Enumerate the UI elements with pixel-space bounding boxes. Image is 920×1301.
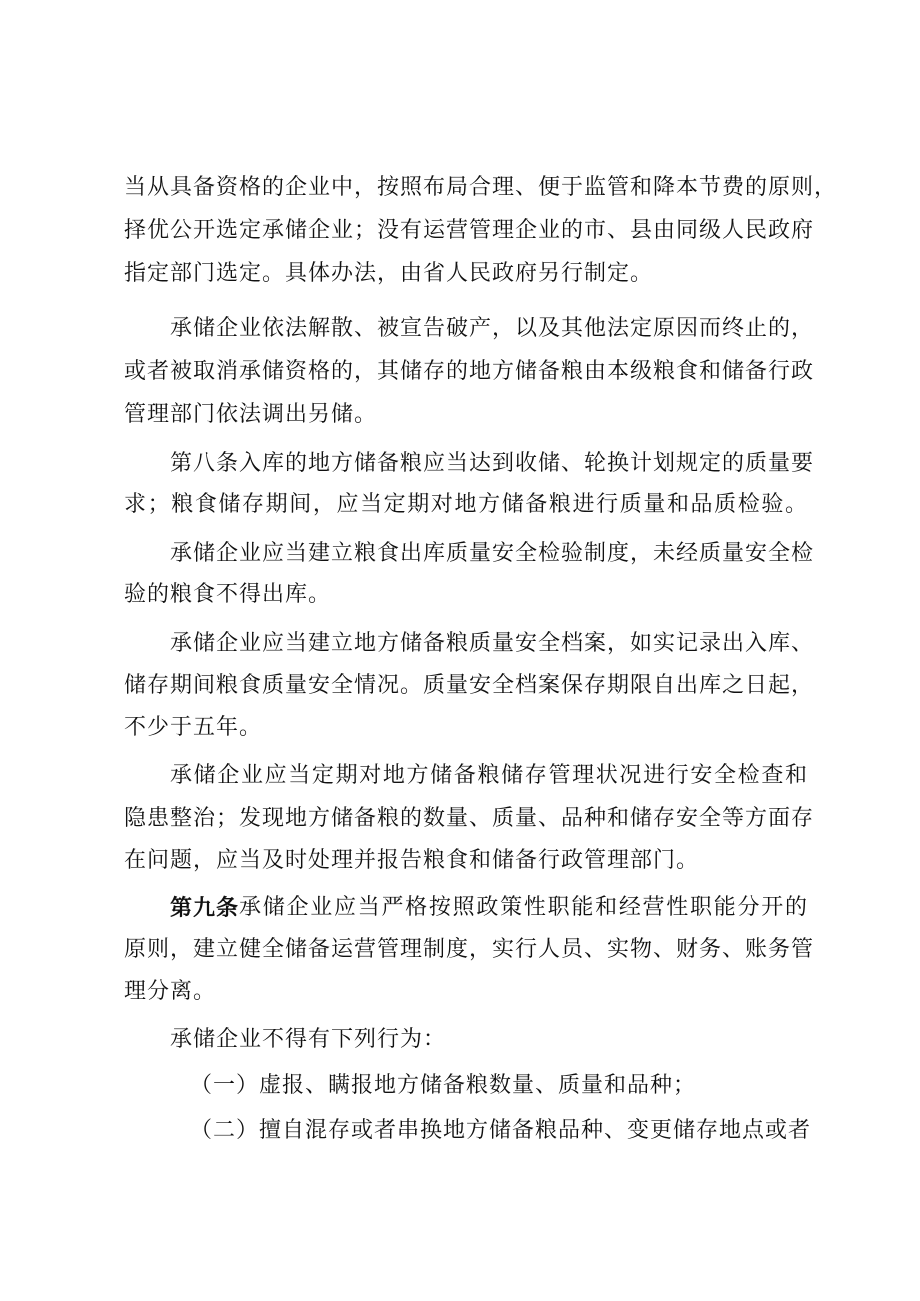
list-item: （二）擅自混存或者串换地方储备粮品种、变更储存地点或者 — [190, 1118, 812, 1143]
text-line: 理分离。 — [124, 979, 217, 1004]
paragraph-start-line: 承储企业应当定期对地方储备粮储存管理状况进行安全检查和 — [170, 763, 808, 788]
article-8-line: 第八条入库的地方储备粮应当达到收储、轮换计划规定的质量要 — [170, 451, 815, 476]
text-line: 不少于五年。 — [124, 715, 263, 740]
text-line: 在问题，应当及时处理并报告粮食和储备行政管理部门。 — [124, 848, 700, 873]
text-line: 或者被取消承储资格的，其储存的地方储备粮由本级粮食和储备行政 — [124, 359, 815, 384]
article-9-text: 承储企业应当严格按照政策性职能和经营性职能分开的 — [239, 895, 808, 920]
text-line: 管理部门依法调出另储。 — [124, 402, 378, 427]
paragraph-start-line: 承储企业应当建立地方储备粮质量安全档案，如实记录出入库、 — [170, 631, 815, 656]
text-line: 原则，建立健全储备运营管理制度，实行人员、实物、财务、账务管 — [124, 937, 815, 962]
list-item: （一）虚报、瞒报地方储备粮数量、质量和品种； — [190, 1073, 697, 1098]
text-line: 隐患整治；发现地方储备粮的数量、质量、品种和储存安全等方面存 — [124, 806, 815, 831]
article-9-heading: 第九条 — [170, 895, 240, 921]
text-line: 择优公开选定承储企业；没有运营管理企业的市、县由同级人民政府 — [124, 218, 815, 243]
article-9-line — [170, 888, 808, 928]
text-line: 验的粮食不得出库。 — [124, 582, 332, 607]
paragraph-start-line: 承储企业应当建立粮食出库质量安全检验制度，未经质量安全检 — [170, 541, 815, 566]
paragraph-start-line: 承储企业依法解散、被宣告破产，以及其他法定原因而终止的， — [170, 316, 815, 341]
paragraph-start-line: 承储企业不得有下列行为： — [170, 1027, 447, 1052]
text-line: 求；粮食储存期间，应当定期对地方储备粮进行质量和品质检验。 — [124, 492, 808, 517]
text-line: 指定部门选定。具体办法，由省人民政府另行制定。 — [124, 261, 654, 286]
text-line: 储存期间粮食质量安全情况。质量安全档案保存期限自出库之日起， — [124, 673, 815, 698]
text-line: 当从具备资格的企业中，按照布局合理、便于监管和降本节费的原则， — [124, 175, 838, 200]
